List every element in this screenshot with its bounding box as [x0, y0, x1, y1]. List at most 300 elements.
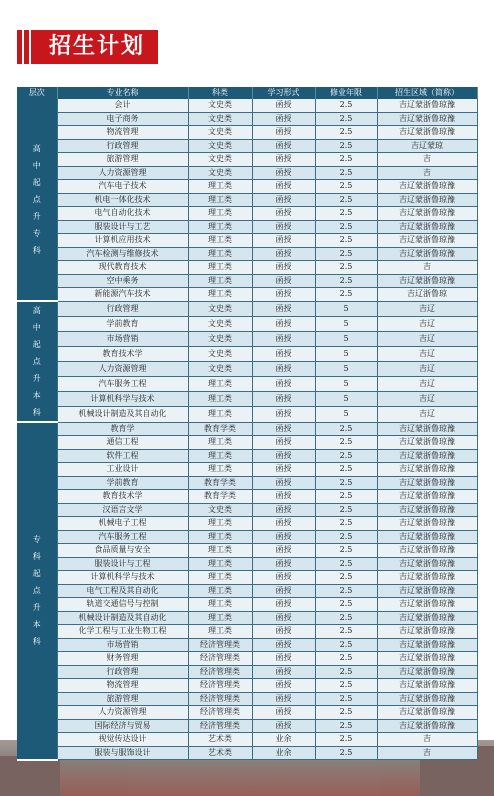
major-name-cell: 软件工程	[57, 449, 188, 463]
major-name-cell: 市场营销	[57, 638, 188, 652]
region-cell: 吉辽	[377, 346, 477, 361]
table-row	[17, 571, 477, 585]
major-name-cell: 汽车服务工程	[57, 377, 188, 392]
duration-cell: 2.5	[315, 153, 377, 167]
region-cell: 吉辽蒙浙鲁琼豫	[377, 544, 477, 558]
major-name-cell: 新能源汽车技术	[57, 288, 188, 302]
category-cell: 文史类	[188, 126, 252, 140]
study-mode-cell: 业余	[252, 733, 315, 747]
duration-cell: 2.5	[315, 274, 377, 288]
study-mode-cell: 函授	[252, 598, 315, 612]
study-mode-cell: 函授	[252, 571, 315, 585]
study-mode-cell: 函授	[252, 611, 315, 625]
duration-cell: 2.5	[315, 530, 377, 544]
study-mode-cell: 函授	[252, 153, 315, 167]
category-cell: 文史类	[188, 166, 252, 180]
category-cell: 理工类	[188, 571, 252, 585]
study-mode-cell: 函授	[252, 449, 315, 463]
region-cell: 吉辽蒙浙鲁琼豫	[377, 571, 477, 585]
col-header-category: 科类	[188, 87, 252, 99]
region-cell: 吉辽蒙浙鲁琼豫	[377, 611, 477, 625]
region-cell: 吉辽蒙浙鲁琼豫	[377, 530, 477, 544]
table-row	[17, 99, 477, 112]
region-cell: 吉辽蒙浙鲁琼豫	[377, 719, 477, 733]
duration-cell: 5	[315, 392, 377, 407]
duration-cell: 2.5	[315, 733, 377, 747]
study-mode-cell: 函授	[252, 220, 315, 234]
study-mode-cell: 函授	[252, 377, 315, 392]
duration-cell: 2.5	[315, 652, 377, 666]
major-name-cell: 电气工程及其自动化	[57, 584, 188, 598]
level-cell	[17, 422, 57, 760]
category-cell: 文史类	[188, 503, 252, 517]
table-row	[17, 207, 477, 221]
study-mode-cell: 函授	[252, 638, 315, 652]
duration-cell: 2.5	[315, 746, 377, 760]
region-cell: 吉辽蒙浙鲁琼豫	[377, 476, 477, 490]
region-cell: 吉辽蒙浙鲁琼豫	[377, 692, 477, 706]
category-cell: 教育学类	[188, 476, 252, 490]
category-cell: 理工类	[188, 584, 252, 598]
region-cell: 吉辽蒙琼	[377, 139, 477, 153]
region-cell: 吉辽	[377, 301, 477, 316]
duration-cell: 5	[315, 407, 377, 422]
table-row	[17, 362, 477, 377]
col-header-duration: 修业年限	[315, 87, 377, 99]
major-name-cell: 学前教育	[57, 316, 188, 331]
study-mode-cell: 函授	[252, 331, 315, 346]
major-name-cell: 行政管理	[57, 139, 188, 153]
region-cell: 吉辽	[377, 331, 477, 346]
duration-cell: 2.5	[315, 638, 377, 652]
study-mode-cell: 函授	[252, 180, 315, 194]
study-mode-cell: 函授	[252, 692, 315, 706]
major-name-cell: 人力资源管理	[57, 362, 188, 377]
duration-cell: 2.5	[315, 261, 377, 275]
region-cell: 吉辽	[377, 362, 477, 377]
major-name-cell: 会计	[57, 99, 188, 112]
duration-cell: 2.5	[315, 180, 377, 194]
category-cell: 理工类	[188, 625, 252, 639]
table-row	[17, 638, 477, 652]
study-mode-cell: 函授	[252, 274, 315, 288]
major-name-cell: 人力资源管理	[57, 706, 188, 720]
study-mode-cell: 函授	[252, 584, 315, 598]
major-name-cell: 汽车电子技术	[57, 180, 188, 194]
region-cell: 吉辽蒙浙鲁琼豫	[377, 517, 477, 531]
table-row	[17, 733, 477, 747]
table-row	[17, 449, 477, 463]
region-cell: 吉	[377, 166, 477, 180]
page-title: 招生计划	[36, 30, 158, 64]
category-cell: 文史类	[188, 153, 252, 167]
table-row	[17, 234, 477, 248]
category-cell: 文史类	[188, 139, 252, 153]
table-row	[17, 180, 477, 194]
duration-cell: 2.5	[315, 598, 377, 612]
region-cell: 吉辽蒙浙鲁琼豫	[377, 679, 477, 693]
region-cell: 吉辽蒙浙鲁琼豫	[377, 220, 477, 234]
category-cell: 理工类	[188, 530, 252, 544]
duration-cell: 2.5	[315, 139, 377, 153]
duration-cell: 2.5	[315, 193, 377, 207]
region-cell: 吉辽蒙浙鲁琼豫	[377, 638, 477, 652]
major-name-cell: 轨道交通信号与控制	[57, 598, 188, 612]
level-label: 专科起点升本科	[32, 535, 41, 647]
major-name-cell: 机械设计制造及其自动化	[57, 407, 188, 422]
study-mode-cell: 函授	[252, 126, 315, 140]
major-name-cell: 电子商务	[57, 112, 188, 126]
major-name-cell: 教育技术学	[57, 490, 188, 504]
major-name-cell: 行政管理	[57, 301, 188, 316]
study-mode-cell: 函授	[252, 288, 315, 302]
level-cell	[17, 301, 57, 422]
region-cell: 吉辽浙鲁琼	[377, 288, 477, 302]
duration-cell: 2.5	[315, 476, 377, 490]
category-cell: 理工类	[188, 544, 252, 558]
category-cell: 教育学类	[188, 490, 252, 504]
table-row	[17, 719, 477, 733]
region-cell: 吉辽	[377, 377, 477, 392]
duration-cell: 2.5	[315, 557, 377, 571]
region-cell: 吉辽蒙浙鲁琼豫	[377, 584, 477, 598]
major-name-cell: 计算机应用技术	[57, 234, 188, 248]
study-mode-cell: 函授	[252, 625, 315, 639]
category-cell: 文史类	[188, 362, 252, 377]
region-cell: 吉辽蒙浙鲁琼豫	[377, 207, 477, 221]
study-mode-cell: 函授	[252, 679, 315, 693]
study-mode-cell: 函授	[252, 544, 315, 558]
duration-cell: 2.5	[315, 706, 377, 720]
duration-cell: 2.5	[315, 490, 377, 504]
duration-cell: 2.5	[315, 517, 377, 531]
major-name-cell: 食品质量与安全	[57, 544, 188, 558]
category-cell: 理工类	[188, 261, 252, 275]
duration-cell: 2.5	[315, 166, 377, 180]
major-name-cell: 市场营销	[57, 331, 188, 346]
table-row	[17, 331, 477, 346]
study-mode-cell: 函授	[252, 261, 315, 275]
region-cell: 吉辽蒙浙鲁琼豫	[377, 193, 477, 207]
category-cell: 理工类	[188, 234, 252, 248]
level-cell	[17, 99, 57, 301]
study-mode-cell: 函授	[252, 362, 315, 377]
study-mode-cell: 函授	[252, 517, 315, 531]
study-mode-cell: 函授	[252, 234, 315, 248]
major-name-cell: 机械电子工程	[57, 517, 188, 531]
category-cell: 理工类	[188, 288, 252, 302]
table-row	[17, 301, 477, 316]
study-mode-cell: 函授	[252, 346, 315, 361]
category-cell: 理工类	[188, 247, 252, 261]
duration-cell: 2.5	[315, 449, 377, 463]
category-cell: 经济管理类	[188, 652, 252, 666]
study-mode-cell: 函授	[252, 207, 315, 221]
duration-cell: 5	[315, 331, 377, 346]
major-name-cell: 旅游管理	[57, 692, 188, 706]
major-name-cell: 物流管理	[57, 126, 188, 140]
major-name-cell: 财务管理	[57, 652, 188, 666]
category-cell: 文史类	[188, 346, 252, 361]
category-cell: 理工类	[188, 517, 252, 531]
region-cell: 吉辽蒙浙鲁琼豫	[377, 112, 477, 126]
category-cell: 理工类	[188, 193, 252, 207]
study-mode-cell: 业余	[252, 746, 315, 760]
category-cell: 理工类	[188, 463, 252, 477]
duration-cell: 5	[315, 346, 377, 361]
major-name-cell: 人力资源管理	[57, 166, 188, 180]
major-name-cell: 机电一体化技术	[57, 193, 188, 207]
category-cell: 理工类	[188, 180, 252, 194]
major-name-cell: 计算机科学与技术	[57, 392, 188, 407]
col-header-study-mode: 学习形式	[252, 87, 315, 99]
region-cell: 吉辽蒙浙鲁琼豫	[377, 625, 477, 639]
duration-cell: 2.5	[315, 436, 377, 450]
study-mode-cell: 函授	[252, 706, 315, 720]
table-row	[17, 153, 477, 167]
duration-cell: 2.5	[315, 544, 377, 558]
study-mode-cell: 函授	[252, 193, 315, 207]
category-cell: 文史类	[188, 316, 252, 331]
study-mode-cell: 函授	[252, 463, 315, 477]
table-row	[17, 625, 477, 639]
duration-cell: 2.5	[315, 665, 377, 679]
category-cell: 经济管理类	[188, 638, 252, 652]
region-cell: 吉辽蒙浙鲁琼豫	[377, 490, 477, 504]
region-cell: 吉辽蒙浙鲁琼豫	[377, 449, 477, 463]
region-cell: 吉辽蒙浙鲁琼豫	[377, 126, 477, 140]
study-mode-cell: 函授	[252, 316, 315, 331]
table-row	[17, 679, 477, 693]
title-stripes	[17, 30, 37, 64]
duration-cell: 2.5	[315, 234, 377, 248]
category-cell: 理工类	[188, 557, 252, 571]
enrollment-plan-table	[17, 87, 478, 761]
category-cell: 文史类	[188, 112, 252, 126]
major-name-cell: 汽车检测与维修技术	[57, 247, 188, 261]
category-cell: 艺术类	[188, 746, 252, 760]
category-cell: 经济管理类	[188, 706, 252, 720]
level-label: 高中起点升本科	[32, 306, 41, 417]
category-cell: 理工类	[188, 436, 252, 450]
duration-cell: 2.5	[315, 247, 377, 261]
table-row	[17, 407, 477, 422]
major-name-cell: 汽车服务工程	[57, 530, 188, 544]
study-mode-cell: 函授	[252, 166, 315, 180]
table-row	[17, 503, 477, 517]
study-mode-cell: 函授	[252, 99, 315, 112]
table-row	[17, 557, 477, 571]
major-name-cell: 服装设计与工艺	[57, 220, 188, 234]
category-cell: 理工类	[188, 220, 252, 234]
category-cell: 经济管理类	[188, 719, 252, 733]
table-row	[17, 288, 477, 302]
category-cell: 教育学类	[188, 422, 252, 436]
study-mode-cell: 函授	[252, 652, 315, 666]
duration-cell: 2.5	[315, 679, 377, 693]
category-cell: 理工类	[188, 274, 252, 288]
duration-cell: 5	[315, 362, 377, 377]
duration-cell: 2.5	[315, 719, 377, 733]
study-mode-cell: 函授	[252, 665, 315, 679]
major-name-cell: 物流管理	[57, 679, 188, 693]
duration-cell: 5	[315, 301, 377, 316]
study-mode-cell: 函授	[252, 301, 315, 316]
duration-cell: 5	[315, 377, 377, 392]
duration-cell: 2.5	[315, 584, 377, 598]
major-name-cell: 视觉传达设计	[57, 733, 188, 747]
table-row	[17, 476, 477, 490]
table-row	[17, 665, 477, 679]
table-row	[17, 611, 477, 625]
category-cell: 艺术类	[188, 733, 252, 747]
region-cell: 吉辽蒙浙鲁琼豫	[377, 706, 477, 720]
region-cell: 吉辽蒙浙鲁琼豫	[377, 652, 477, 666]
major-name-cell: 机械设计制造及其自动化	[57, 611, 188, 625]
category-cell: 文史类	[188, 99, 252, 112]
region-cell: 吉	[377, 261, 477, 275]
major-name-cell: 汉语言文学	[57, 503, 188, 517]
major-name-cell: 服装设计与工程	[57, 557, 188, 571]
category-cell: 经济管理类	[188, 679, 252, 693]
major-name-cell: 学前教育	[57, 476, 188, 490]
category-cell: 文史类	[188, 301, 252, 316]
table-row	[17, 274, 477, 288]
region-cell: 吉辽	[377, 316, 477, 331]
major-name-cell: 服装与服饰设计	[57, 746, 188, 760]
region-cell: 吉辽蒙浙鲁琼豫	[377, 234, 477, 248]
category-cell: 理工类	[188, 207, 252, 221]
study-mode-cell: 函授	[252, 112, 315, 126]
region-cell: 吉辽	[377, 407, 477, 422]
duration-cell: 2.5	[315, 571, 377, 585]
table-row	[17, 126, 477, 140]
col-header-region: 招生区域（简称）	[377, 87, 477, 99]
col-header-major: 专业名称	[57, 87, 188, 99]
major-name-cell: 教育技术学	[57, 346, 188, 361]
table-row	[17, 247, 477, 261]
region-cell: 吉辽蒙浙鲁琼豫	[377, 436, 477, 450]
major-name-cell: 教育学	[57, 422, 188, 436]
region-cell: 吉	[377, 733, 477, 747]
region-cell: 吉辽蒙浙鲁琼豫	[377, 422, 477, 436]
duration-cell: 2.5	[315, 112, 377, 126]
category-cell: 经济管理类	[188, 692, 252, 706]
region-cell: 吉辽蒙浙鲁琼豫	[377, 557, 477, 571]
table-row	[17, 436, 477, 450]
table-row	[17, 463, 477, 477]
study-mode-cell: 函授	[252, 557, 315, 571]
table-row	[17, 220, 477, 234]
duration-cell: 2.5	[315, 503, 377, 517]
table-row	[17, 422, 477, 436]
region-cell: 吉	[377, 746, 477, 760]
region-cell: 吉辽蒙浙鲁琼豫	[377, 598, 477, 612]
major-name-cell: 行政管理	[57, 665, 188, 679]
duration-cell: 2.5	[315, 207, 377, 221]
table-row	[17, 490, 477, 504]
region-cell: 吉辽蒙浙鲁琼豫	[377, 503, 477, 517]
duration-cell: 2.5	[315, 99, 377, 112]
major-name-cell: 现代教育技术	[57, 261, 188, 275]
duration-cell: 5	[315, 316, 377, 331]
major-name-cell: 国际经济与贸易	[57, 719, 188, 733]
category-cell: 理工类	[188, 377, 252, 392]
table-row	[17, 652, 477, 666]
region-cell: 吉辽蒙浙鲁琼豫	[377, 274, 477, 288]
table-row	[17, 544, 477, 558]
study-mode-cell: 函授	[252, 719, 315, 733]
major-name-cell: 工业设计	[57, 463, 188, 477]
duration-cell: 2.5	[315, 288, 377, 302]
level-label: 高中起点升专科	[32, 144, 41, 255]
duration-cell: 2.5	[315, 692, 377, 706]
table-row	[17, 193, 477, 207]
table-row	[17, 346, 477, 361]
study-mode-cell: 函授	[252, 247, 315, 261]
table-body	[17, 99, 477, 760]
category-cell: 经济管理类	[188, 665, 252, 679]
major-name-cell: 空中乘务	[57, 274, 188, 288]
region-cell: 吉辽蒙浙鲁琼豫	[377, 665, 477, 679]
region-cell: 吉辽蒙浙鲁琼豫	[377, 99, 477, 112]
study-mode-cell: 函授	[252, 490, 315, 504]
table-row	[17, 166, 477, 180]
study-mode-cell: 函授	[252, 530, 315, 544]
col-header-level: 层次	[17, 87, 57, 99]
region-cell: 吉辽蒙浙鲁琼豫	[377, 180, 477, 194]
table-row	[17, 746, 477, 760]
major-name-cell: 计算机科学与技术	[57, 571, 188, 585]
table-row	[17, 584, 477, 598]
study-mode-cell: 函授	[252, 139, 315, 153]
category-cell: 理工类	[188, 598, 252, 612]
duration-cell: 2.5	[315, 625, 377, 639]
category-cell: 理工类	[188, 407, 252, 422]
table-row	[17, 139, 477, 153]
major-name-cell: 电气自动化技术	[57, 207, 188, 221]
study-mode-cell: 函授	[252, 407, 315, 422]
table-row	[17, 706, 477, 720]
duration-cell: 2.5	[315, 611, 377, 625]
study-mode-cell: 函授	[252, 422, 315, 436]
region-cell: 吉辽蒙浙鲁琼豫	[377, 463, 477, 477]
table-row	[17, 530, 477, 544]
major-name-cell: 旅游管理	[57, 153, 188, 167]
study-mode-cell: 函授	[252, 476, 315, 490]
study-mode-cell: 函授	[252, 392, 315, 407]
table-row	[17, 392, 477, 407]
table-row	[17, 112, 477, 126]
table-row	[17, 261, 477, 275]
duration-cell: 2.5	[315, 126, 377, 140]
major-name-cell: 化学工程与工业生物工程	[57, 625, 188, 639]
table-row	[17, 316, 477, 331]
table-row	[17, 377, 477, 392]
region-cell: 吉辽蒙浙鲁琼豫	[377, 247, 477, 261]
duration-cell: 2.5	[315, 463, 377, 477]
table-row	[17, 692, 477, 706]
duration-cell: 2.5	[315, 422, 377, 436]
category-cell: 理工类	[188, 611, 252, 625]
table-header-row	[17, 87, 477, 99]
category-cell: 理工类	[188, 449, 252, 463]
table-row	[17, 598, 477, 612]
region-cell: 吉辽	[377, 392, 477, 407]
duration-cell: 2.5	[315, 220, 377, 234]
region-cell: 吉	[377, 153, 477, 167]
study-mode-cell: 函授	[252, 436, 315, 450]
